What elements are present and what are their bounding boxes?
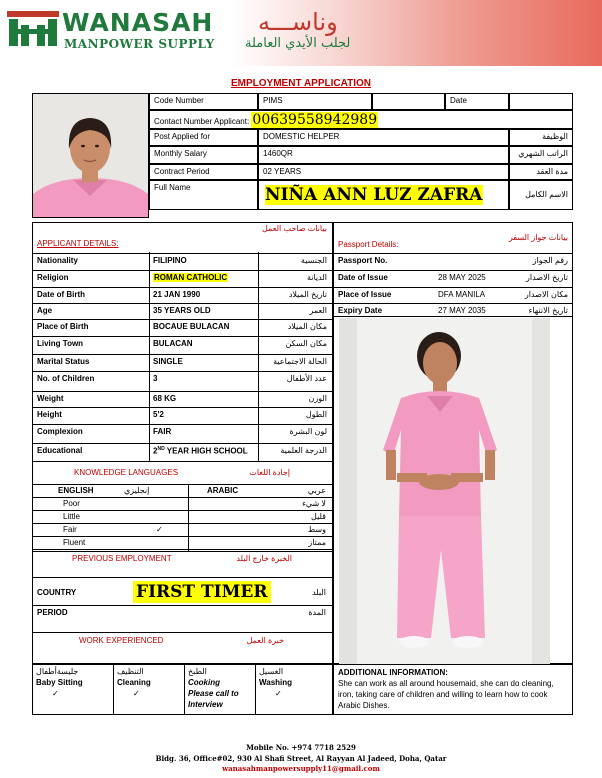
contract-label-arabic: مدة العقد: [509, 164, 573, 180]
applicant-field-value[interactable]: 68 KG: [153, 394, 177, 403]
work-skill-arabic: الطبخ: [188, 667, 207, 676]
applicant-field-value[interactable]: FILIPINO: [153, 256, 187, 265]
applicant-field-value[interactable]: ROMAN CATHOLIC: [154, 273, 228, 282]
english-header-arabic: إنجليزي: [124, 486, 150, 495]
work-skill-label: Baby Sitting: [36, 678, 83, 687]
passport-field-label: Passport No.: [338, 256, 388, 265]
work-skill-cooking[interactable]: [188, 666, 253, 710]
contract-value[interactable]: 02 YEARS: [258, 164, 509, 180]
applicant-field-label-arabic: لون البشرة: [289, 427, 327, 436]
applicant-field-label-arabic: عدد الأطفال: [286, 374, 327, 383]
language-level-label: Fluent: [63, 538, 86, 547]
applicant-field-label: Complexion: [37, 427, 83, 436]
education-level-suffix: ND: [157, 446, 165, 452]
passport-field-value[interactable]: 27 MAY 2035: [438, 306, 486, 315]
language-level-label-arabic: وسط: [307, 525, 326, 534]
additional-info-label: ADDITIONAL INFORMATION:: [338, 668, 448, 677]
work-skill-label: Cleaning: [117, 678, 151, 687]
post-label: Post Applied for: [149, 129, 258, 146]
applicant-field-label-arabic: الجنسية: [300, 256, 327, 265]
applicant-field-value[interactable]: SINGLE: [153, 357, 183, 366]
applicant-field-label: Living Town: [37, 339, 84, 348]
english-header: ENGLISH: [58, 486, 94, 495]
additional-info-text: She can work as all around housemaid, she can do cleaning, iron, taking care of children and willing to learn how to cook Arabic Dishes.: [338, 679, 554, 710]
contact-row: [149, 110, 573, 129]
contact-label: Contact Number Applicant:: [154, 117, 250, 126]
applicant-field-label-arabic: الديانة: [306, 273, 327, 282]
applicant-field-label: Marital Status: [37, 357, 90, 366]
work-skill-baby-sitting[interactable]: [36, 666, 111, 699]
country-label: COUNTRY: [37, 588, 77, 597]
letterhead: [0, 0, 602, 66]
contact-number[interactable]: 00639558942989: [252, 112, 378, 128]
applicant-field-value[interactable]: 35 YEARS OLD: [153, 306, 211, 315]
full-name-value[interactable]: NIÑA ANN LUZ ZAFRA: [265, 185, 483, 205]
country-value[interactable]: FIRST TIMER: [133, 581, 271, 603]
footer-mobile: Mobile No. +974 7718 2529: [246, 743, 356, 752]
languages-heading-arabic: إجادة اللغات: [249, 468, 290, 477]
applicant-field-value[interactable]: [153, 446, 248, 456]
language-level-label: Little: [63, 512, 80, 521]
work-skill-note: Please call to Interview: [188, 689, 239, 709]
applicant-field-label: Place of Birth: [37, 322, 89, 331]
applicant-field-value[interactable]: FAIR: [153, 427, 172, 436]
applicant-field-value[interactable]: BULACAN: [153, 339, 193, 348]
brand-subtitle: MANPOWER SUPPLY: [64, 37, 215, 51]
date-value[interactable]: [509, 93, 573, 110]
applicant-field-label-arabic: مكان السكن: [285, 339, 327, 348]
full-name-label: Full Name: [149, 180, 258, 210]
passport-field-label-arabic: تاريخ الاصدار: [525, 273, 568, 282]
language-level-label-arabic: ممتاز: [308, 538, 326, 547]
full-name-label-arabic: الاسم الكامل: [509, 180, 573, 210]
language-level-label: Poor: [63, 499, 80, 508]
applicant-field-label-arabic: الدرجة العلمية: [280, 446, 327, 455]
brand-name: WANASAH: [62, 8, 214, 37]
period-label-arabic: المدة: [308, 608, 326, 617]
passport-heading: Passport Details:: [338, 240, 399, 249]
arabic-header: ARABIC: [207, 486, 239, 495]
english-level-checkmark[interactable]: ✓: [156, 525, 163, 534]
applicant-field-label-arabic: الطول: [305, 410, 327, 419]
post-value[interactable]: DOMESTIC HELPER: [258, 129, 509, 146]
work-skill-label: Washing: [259, 678, 293, 687]
applicant-field-label: Educational: [37, 446, 83, 455]
education-level-text: YEAR HIGH SCHOOL: [164, 446, 248, 456]
applicant-field-label: No. of Children: [37, 374, 95, 383]
country-label-arabic: البلد: [312, 588, 326, 597]
code-number-extra[interactable]: [372, 93, 445, 110]
full-body-photo: [339, 318, 550, 664]
full-name-cell: [258, 180, 509, 210]
passport-field-label: Date of Issue: [338, 273, 388, 282]
salary-value[interactable]: 1460QR: [258, 146, 509, 164]
applicant-field-value[interactable]: 3: [153, 374, 158, 383]
applicant-field-label: Date of Birth: [37, 290, 85, 299]
applicant-field-label: Age: [37, 306, 53, 315]
languages-heading: KNOWLEDGE LANGUAGES: [74, 468, 179, 477]
arabic-header-arabic: عربي: [307, 486, 326, 495]
work-skill-arabic: التنظيف: [117, 667, 144, 676]
footer-email[interactable]: wanasahmanpowersupply11@gmail.com: [222, 764, 380, 773]
passport-field-label: Place of Issue: [338, 290, 392, 299]
previous-employment-heading-arabic: الخبرة خارج البلد: [236, 554, 292, 563]
passport-field-label-arabic: مكان الاصدار: [524, 290, 568, 299]
headshot-frame: [32, 93, 149, 218]
applicant-heading-arabic: بيانات صاحب العمل: [262, 224, 327, 233]
applicant-heading: APPLICANT DETAILS:: [37, 239, 119, 248]
date-label: Date: [445, 93, 509, 110]
work-skill-arabic: جليسةأطفال: [36, 667, 79, 676]
work-skill-arabic: الغسيل: [259, 667, 284, 676]
passport-field-label: Expiry Date: [338, 306, 383, 315]
language-level-label-arabic: لا شيء: [302, 499, 326, 508]
code-number-label: Code Number: [149, 93, 258, 110]
work-skill-checkmark: ✓: [275, 689, 282, 698]
work-experienced-heading-arabic: خبرة العمل: [246, 636, 284, 645]
contract-label: Contract Period: [149, 164, 258, 180]
language-level-label: Fair: [63, 525, 77, 534]
company-logo-icon: [7, 11, 59, 48]
code-number-value[interactable]: PIMS: [258, 93, 372, 110]
applicant-field-label-arabic: تاريخ الميلاد: [288, 290, 327, 299]
salary-label: Monthly Salary: [149, 146, 258, 164]
applicant-headshot: [33, 94, 148, 217]
applicant-field-label-arabic: الحالة الاجتماعية: [273, 357, 327, 366]
salary-label-arabic: الراتب الشهري: [509, 146, 573, 164]
passport-field-label-arabic: رقم الجواز: [532, 256, 568, 265]
applicant-field-label: Religion: [37, 273, 69, 282]
passport-field-value[interactable]: 28 MAY 2025: [438, 273, 486, 282]
footer-address: Bldg. 36, Office#02, 930 Al Shafi Street, Al Rayyan Al Jadeed, Doha, Qatar: [155, 754, 447, 763]
work-skill-label: Cooking: [188, 678, 220, 687]
education-level-number: 2: [153, 446, 158, 456]
work-skill-washing[interactable]: [259, 666, 331, 699]
applicant-field-label: Weight: [37, 394, 64, 403]
applicant-fullbody-image: [339, 318, 550, 664]
language-level-label-arabic: قليل: [311, 512, 326, 521]
work-experienced-heading: WORK EXPERIENCED: [79, 636, 164, 645]
applicant-field-value[interactable]: 5'2: [153, 410, 164, 419]
applicant-field-value[interactable]: BOCAUE BULACAN: [153, 322, 230, 331]
additional-info: [333, 664, 573, 715]
previous-employment-heading: PREVIOUS EMPLOYMENT: [72, 554, 172, 563]
applicant-field-label-arabic: مكان الميلاد: [287, 322, 327, 331]
applicant-field-value[interactable]: 21 JAN 1990: [153, 290, 201, 299]
applicant-field-label: Nationality: [37, 256, 78, 265]
applicant-field-label-arabic: العمر: [309, 306, 327, 315]
work-skill-cleaning[interactable]: [117, 666, 182, 699]
form-title: EMPLOYMENT APPLICATION: [231, 78, 371, 89]
passport-field-value[interactable]: DFA MANILA: [438, 290, 486, 299]
applicant-field-label: Height: [37, 410, 62, 419]
passport-heading-arabic: بيانات جواز السفر: [508, 233, 568, 242]
post-label-arabic: الوظيفة: [509, 129, 573, 146]
brand-name-arabic: وناســـه: [258, 8, 338, 36]
period-label: PERIOD: [37, 608, 68, 617]
work-skill-checkmark: ✓: [52, 689, 59, 698]
brand-subtitle-arabic: لجلب الأيدي العاملة: [245, 36, 351, 51]
work-skill-checkmark: ✓: [133, 689, 140, 698]
applicant-field-label-arabic: الوزن: [308, 394, 327, 403]
passport-field-label-arabic: تاريخ الانتهاء: [528, 306, 568, 315]
